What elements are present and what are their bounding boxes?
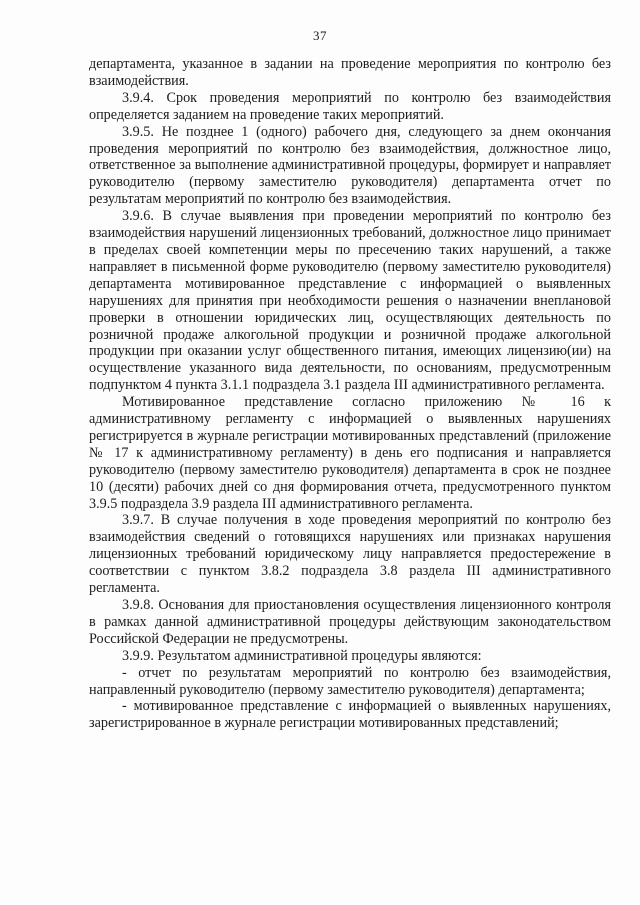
list-item-report: - отчет по результатам мероприятий по контролю без взаимодействия, направленный руководителю (первому заместителю руководителя) департамента; (89, 664, 611, 698)
page-number: 37 (313, 28, 327, 43)
document-body (89, 56, 611, 732)
paragraph-3-9-4: 3.9.4. Срок проведения мероприятий по контролю без взаимодействия определяется заданием на проведение таких мероприятий. (89, 89, 611, 123)
paragraph-continuation: департамента, указанное в задании на проведение мероприятия по контролю без взаимодействия. (89, 56, 611, 89)
paragraph-motivated-representation: Мотивированное представление согласно приложению № 16 к административному регламенту с информацией о выявленных нарушениях регистрируется в журнале регистрации мотивированных представлений (приложение № 17 к административному регламенту) в день его подписания и направляется руководителю (первому заместителю руководителя) департамента в срок не позднее 10 (десяти) рабочих дней со дня формирования отчета, предусмотренного пунктом 3.9.5 подраздела 3.9 раздела III административного регламента. (89, 394, 611, 512)
paragraph-3-9-6: 3.9.6. В случае выявления при проведении мероприятий по контролю без взаимодействия нарушений лицензионных требований, должностное лицо принимает в пределах своей компетенции меры по пресечению таких нарушений, а также направляет в письменной форме руководителю (первому заместителю руководителя) департамента мотивированное представление с информацией о выявленных нарушениях для принятия при необходимости решения о назначении внеплановой проверки в отношении юридических лиц, осуществляющих деятельность по розничной продаже алкогольной продукции и розничной продаже алкогольной продукции при оказании услуг общественного питания, имеющих лицензию(ии) на осуществление указанного вида деятельности, по основаниям, предусмотренным подпунктом 4 пункта 3.1.1 подраздела 3.1 раздела III административного регламента. (89, 208, 611, 394)
paragraph-3-9-8: 3.9.8. Основания для приостановления осуществления лицензионного контроля в рамках данной административной процедуры действующим законодательством Российской Федерации не предусмотрены. (89, 597, 611, 647)
paragraph-3-9-9: 3.9.9. Результатом административной процедуры являются: (122, 647, 482, 664)
paragraph-3-9-5: 3.9.5. Не позднее 1 (одного) рабочего дня, следующего за днем окончания проведения мероприятий по контролю без взаимодействия, должностное лицо, ответственное за выполнение административной процедуры, формирует и направляет руководителю (первому заместителю руководителя) департамента отчет по результатам мероприятий по контролю без взаимодействия. (89, 123, 611, 208)
list-item-representation: - мотивированное представление с информацией о выявленных нарушениях, зарегистрированное в журнале регистрации мотивированных представлений; (89, 698, 611, 732)
paragraph-3-9-7: 3.9.7. В случае получения в ходе проведения мероприятий по контролю без взаимодействия сведений о готовящихся нарушениях или признаках нарушения лицензионных требований юридическому лицу направляется предостережение в соответствии с пунктом 3.8.2 подраздела 3.8 раздела III административного регламента. (89, 512, 611, 597)
